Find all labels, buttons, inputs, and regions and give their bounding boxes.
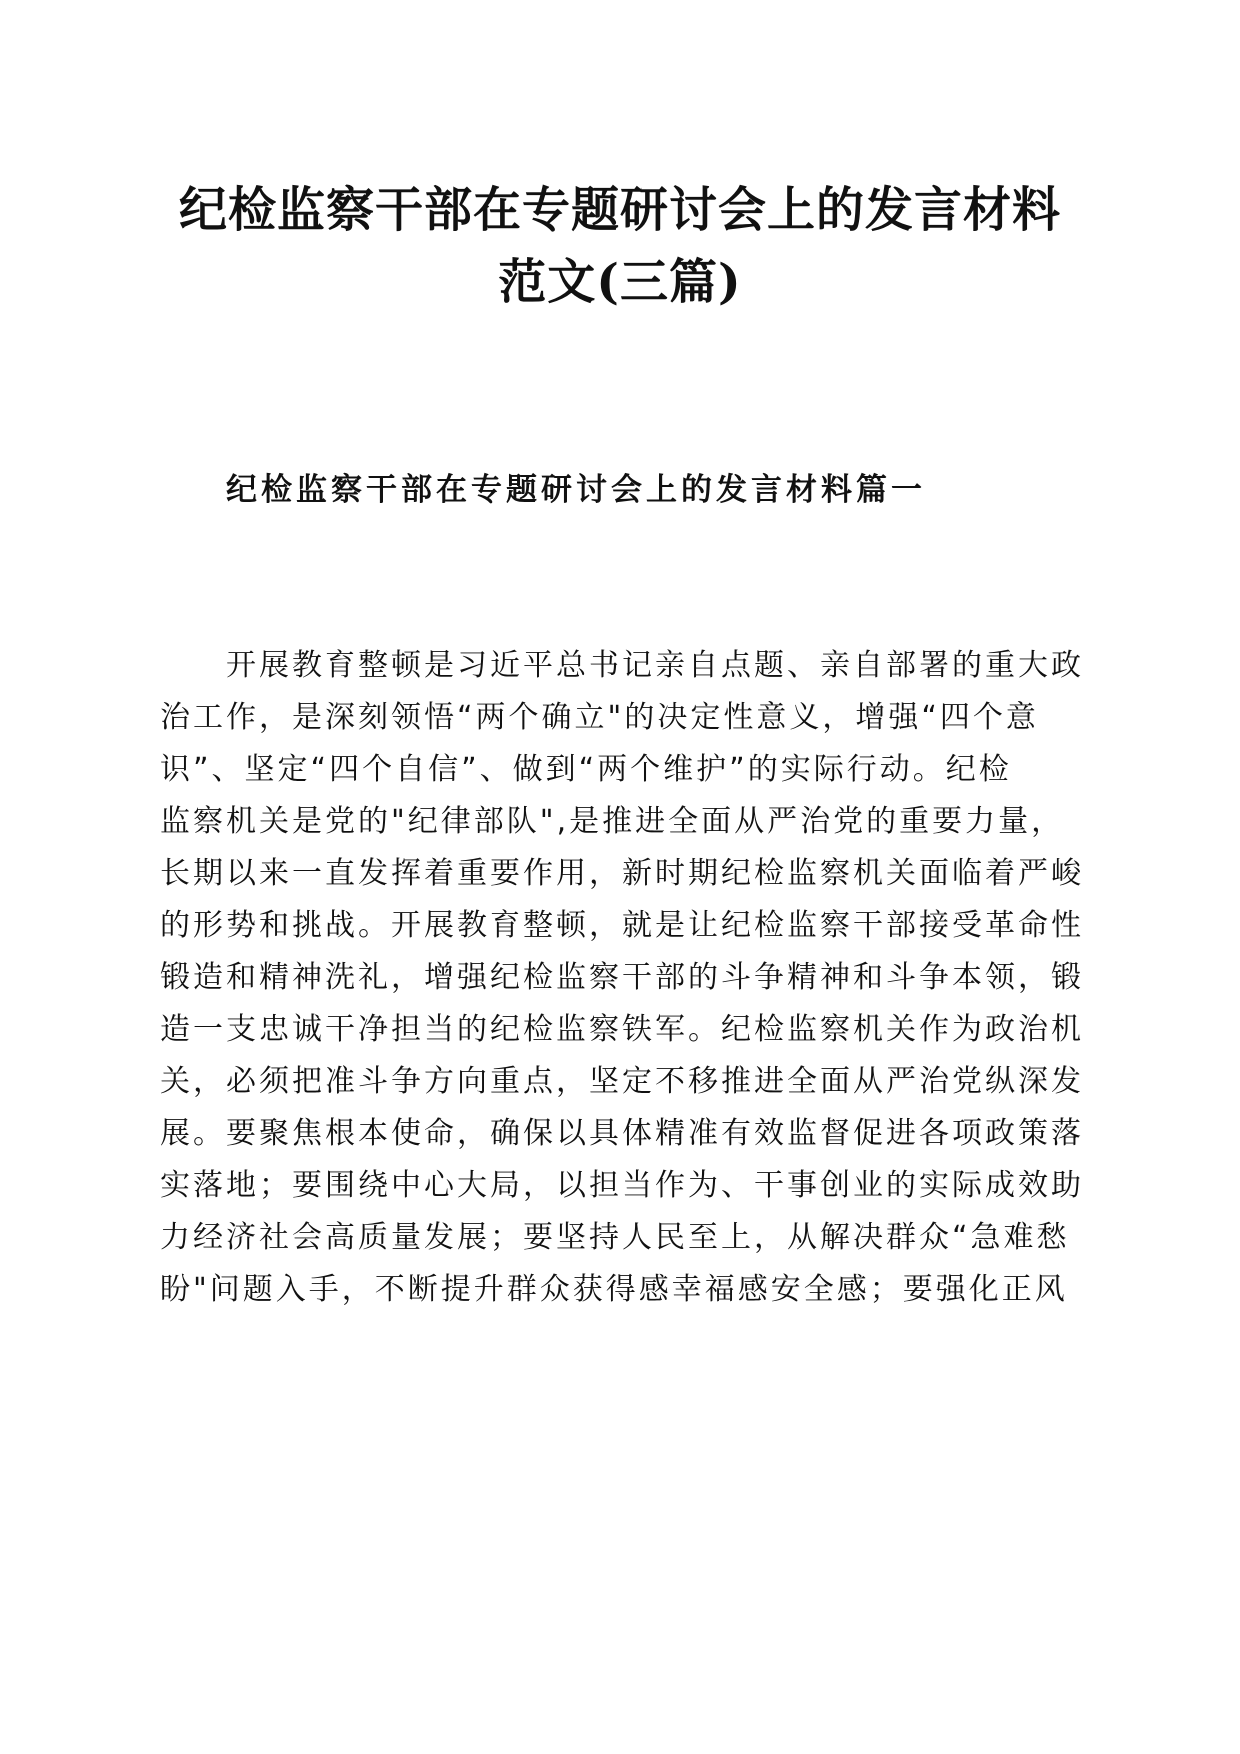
paragraph-line: 力经济社会高质量发展；要坚持人民至上，从解决群众“急难愁 (160, 1220, 1070, 1255)
paragraph-line: 开展教育整顿是习近平总书记亲自点题、亲自部署的重大政 (226, 648, 1084, 683)
document-title-line-2: 范文(三篇) (498, 254, 742, 310)
paragraph-line: 盼"问题入手，不断提升群众获得感幸福感安全感；要强化正风 (160, 1272, 1068, 1307)
paragraph-line: 长期以来一直发挥着重要作用，新时期纪检监察机关面临着严峻 (160, 856, 1084, 891)
paragraph-line: 展。要聚焦根本使命，确保以具体精准有效监督促进各项政策落 (160, 1116, 1084, 1151)
paragraph-line: 造一支忠诚干净担当的纪检监察铁军。纪检监察机关作为政治机 (160, 1012, 1084, 1047)
paragraph-line: 识”、坚定“四个自信”、做到“两个维护”的实际行动。纪检 (160, 752, 1012, 787)
paragraph-line: 关，必须把准斗争方向重点，坚定不移推进全面从严治党纵深发 (160, 1064, 1084, 1099)
paragraph-line: 监察机关是党的"纪律部队",是推进全面从严治党的重要力量， (160, 804, 1065, 839)
paragraph-line: 实落地；要围绕中心大局，以担当作为、干事创业的实际成效助 (160, 1168, 1084, 1203)
paragraph-line: 的形势和挑战。开展教育整顿，就是让纪检监察干部接受革命性 (160, 908, 1084, 943)
paragraph-line: 锻造和精神洗礼，增强纪检监察干部的斗争精神和斗争本领，锻 (160, 960, 1084, 995)
document-title-line-1: 纪检监察干部在专题研讨会上的发言材料 (178, 182, 1061, 238)
section-heading: 纪检监察干部在专题研讨会上的发言材料篇一 (226, 472, 926, 508)
body-paragraph (160, 640, 1084, 1316)
paragraph-line: 治工作，是深刻领悟“两个确立"的决定性意义，增强“四个意 (160, 700, 1039, 735)
